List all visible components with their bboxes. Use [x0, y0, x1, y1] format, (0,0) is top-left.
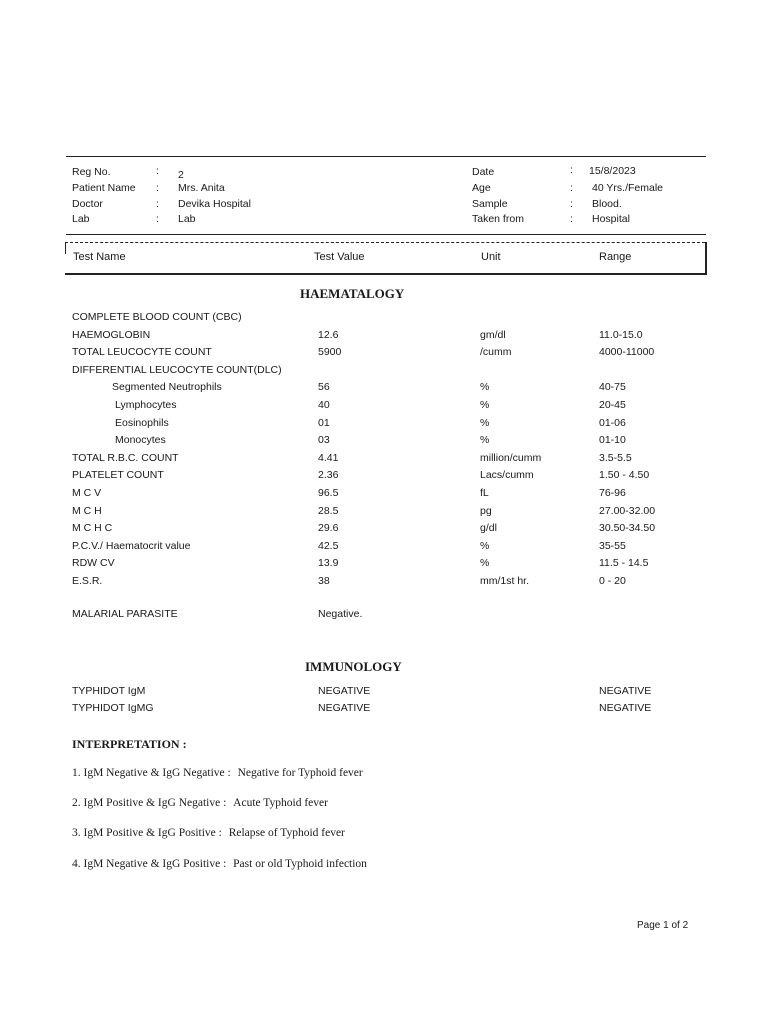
result-unit: % — [480, 434, 490, 446]
result-range: 27.00-32.00 — [599, 505, 656, 517]
result-name: M C H — [72, 505, 102, 517]
result-name: Monocytes — [115, 434, 166, 446]
result-unit: % — [480, 557, 490, 569]
result-value: 4.41 — [318, 452, 339, 464]
result-value: 40 — [318, 399, 330, 411]
result-value: 5900 — [318, 346, 342, 358]
header-unit: Unit — [481, 251, 501, 263]
result-name: M C H C — [72, 522, 113, 534]
info-value-age: 40 Yrs./Female — [592, 182, 664, 194]
result-value: 13.9 — [318, 557, 339, 569]
info-label: Sample — [472, 198, 508, 210]
result-range: 4000-11000 — [599, 346, 655, 358]
result-unit: % — [480, 381, 490, 393]
result-unit: % — [480, 417, 490, 429]
immuno-range: NEGATIVE — [599, 702, 652, 714]
result-unit: million/cumm — [480, 452, 542, 464]
interpretation-item — [72, 858, 367, 870]
info-sep: : — [570, 182, 573, 194]
result-value: 12.6 — [318, 329, 339, 341]
header-test-value: Test Value — [314, 251, 365, 263]
result-name: P.C.V./ Haematocrit value — [72, 540, 191, 552]
result-value: 03 — [318, 434, 330, 446]
result-unit: mm/1st hr. — [480, 575, 530, 587]
info-sep: : — [570, 198, 573, 210]
result-name: Segmented Neutrophils — [112, 381, 222, 393]
result-value: 96.5 — [318, 487, 339, 499]
result-unit: gm/dl — [480, 329, 506, 341]
result-name: TOTAL LEUCOCYTE COUNT — [72, 346, 212, 358]
info-value-sample: Blood. — [592, 198, 622, 210]
info-label: Age — [472, 182, 491, 194]
info-value-patient-name: Mrs. Anita — [178, 182, 225, 194]
result-name: TOTAL R.B.C. COUNT — [72, 452, 179, 464]
header-right-edge — [705, 242, 707, 274]
result-unit: Lacs/cumm — [480, 469, 534, 481]
result-range: 01-06 — [599, 417, 626, 429]
info-value-lab: Lab — [178, 213, 196, 225]
result-name: COMPLETE BLOOD COUNT (CBC) — [72, 311, 242, 323]
info-label: Reg No. — [72, 166, 111, 178]
interpretation-result: Negative for Typhoid fever — [237, 767, 363, 779]
result-name: M C V — [72, 487, 102, 499]
info-divider — [66, 234, 706, 235]
section-title-haematology: HAEMATALOGY — [300, 286, 405, 301]
info-sep: : — [156, 182, 159, 194]
immuno-value: NEGATIVE — [318, 685, 371, 697]
interpretation-item — [72, 827, 345, 839]
info-sep: : — [156, 165, 159, 177]
info-value-taken-from: Hospital — [592, 213, 630, 225]
result-range: 0 - 20 — [599, 575, 626, 587]
interpretation-item — [72, 797, 328, 809]
result-unit: % — [480, 540, 490, 552]
info-value-reg-no: 2 — [178, 169, 184, 181]
immuno-value: NEGATIVE — [318, 702, 371, 714]
header-left-edge — [65, 242, 66, 254]
result-value: 01 — [318, 417, 330, 429]
info-value-doctor: Devika Hospital — [178, 198, 251, 210]
result-range: 76-96 — [599, 487, 626, 499]
result-range: 11.5 - 14.5 — [599, 557, 649, 569]
result-range: 1.50 - 4.50 — [599, 469, 650, 481]
result-unit: g/dl — [480, 522, 497, 534]
interpretation-title: INTERPRETATION : — [72, 737, 187, 751]
result-name: RDW CV — [72, 557, 115, 569]
info-sep: : — [570, 213, 573, 225]
header-dashed-border — [65, 242, 705, 243]
result-range: 35-55 — [599, 540, 626, 552]
immuno-name: TYPHIDOT IgMG — [72, 702, 154, 714]
immuno-name: TYPHIDOT IgM — [72, 685, 146, 697]
interpretation-result: Past or old Typhoid infection — [233, 858, 367, 870]
result-value: 42.5 — [318, 540, 339, 552]
info-sep: : — [156, 198, 159, 210]
result-name: HAEMOGLOBIN — [72, 329, 151, 341]
info-sep: : — [156, 213, 159, 225]
section-title-immunology: IMMUNOLOGY — [305, 659, 402, 674]
result-unit: % — [480, 399, 490, 411]
interpretation-item — [72, 767, 363, 779]
immuno-range: NEGATIVE — [599, 685, 652, 697]
result-range: 40-75 — [599, 381, 626, 393]
result-range: 3.5-5.5 — [599, 452, 632, 464]
result-value: 38 — [318, 575, 330, 587]
result-value: 28.5 — [318, 505, 339, 517]
result-range: 20-45 — [599, 399, 626, 411]
result-unit: /cumm — [480, 346, 512, 358]
interpretation-result: Relapse of Typhoid fever — [228, 827, 345, 839]
interpretation-condition: 4. IgM Negative & IgG Positive : — [72, 858, 227, 870]
interpretation-result: Acute Typhoid fever — [233, 797, 328, 809]
result-name: E.S.R. — [72, 575, 103, 587]
result-unit: pg — [480, 505, 492, 517]
result-value: 29.6 — [318, 522, 339, 534]
header-test-name: Test Name — [73, 251, 126, 263]
result-range: 30.50-34.50 — [599, 522, 656, 534]
info-value-date: 15/8/2023 — [589, 165, 636, 177]
result-value: 2.36 — [318, 469, 339, 481]
header-range: Range — [599, 251, 632, 263]
page-number: Page 1 of 2 — [637, 920, 689, 931]
result-name: Eosinophils — [115, 417, 169, 429]
info-label: Doctor — [72, 198, 103, 210]
info-label: Patient Name — [72, 182, 136, 194]
info-label: Date — [472, 166, 495, 178]
result-name: DIFFERENTIAL LEUCOCYTE COUNT(DLC) — [72, 364, 282, 376]
interpretation-condition: 2. IgM Positive & IgG Negative : — [72, 797, 227, 809]
result-range: 01-10 — [599, 434, 626, 446]
result-range: 11.0-15.0 — [599, 329, 643, 341]
result-name: PLATELET COUNT — [72, 469, 164, 481]
result-name: Lymphocytes — [115, 399, 177, 411]
malarial-value: Negative. — [318, 608, 363, 620]
malarial-name: MALARIAL PARASITE — [72, 608, 178, 620]
info-label: Taken from — [472, 213, 524, 225]
result-value: 56 — [318, 381, 330, 393]
header-bottom-edge — [65, 273, 707, 275]
interpretation-condition: 3. IgM Positive & IgG Positive : — [72, 827, 222, 839]
interpretation-condition: 1. IgM Negative & IgG Negative : — [72, 767, 231, 779]
info-label: Lab — [72, 213, 90, 225]
result-unit: fL — [480, 487, 489, 499]
info-sep: : — [570, 164, 573, 176]
top-divider — [66, 156, 706, 157]
